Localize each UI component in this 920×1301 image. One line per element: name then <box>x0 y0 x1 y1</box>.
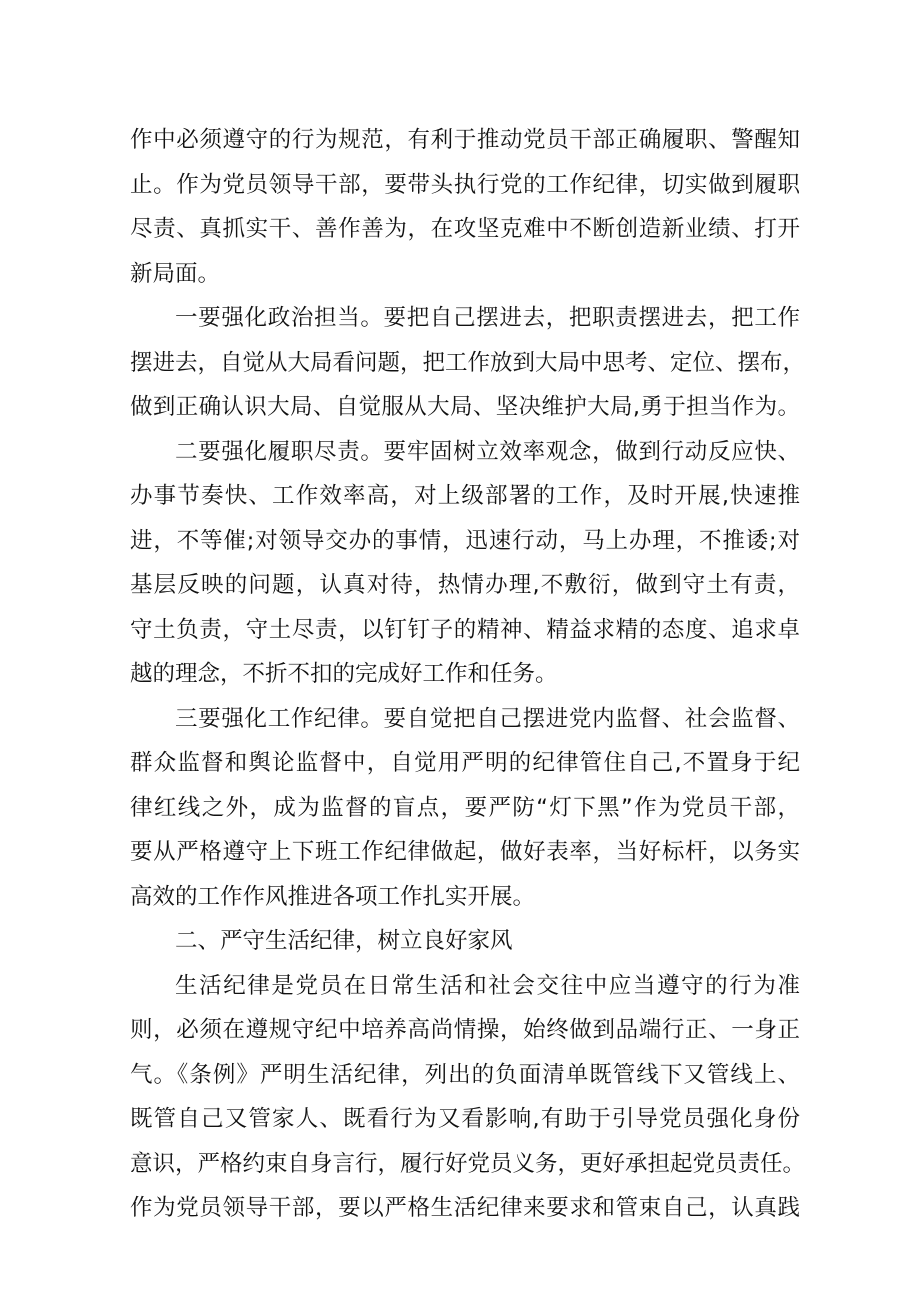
text-line: 越的理念，不折不扣的完成好工作和任务。 <box>130 661 558 687</box>
paragraph-p5 <box>130 919 800 964</box>
paragraph-p2 <box>130 296 806 430</box>
text-line: 作为党员领导干部，要以严格生活纪律来要求和管束自己，认真践 <box>130 1195 800 1221</box>
paragraph-p6 <box>130 964 806 1231</box>
paragraph-p1 <box>130 118 800 296</box>
text-line: 意识，严格约束自身言行，履行好党员义务，更好承担起党员责任。 <box>130 1150 806 1177</box>
document-body <box>130 118 806 1231</box>
text-line: 气。《条例》严明生活纪律，列出的负面清单既管线下又管线上、 <box>130 1061 800 1088</box>
text-line: 进，不等催;对领导交办的事情，迅速行动，马上办理，不推诿;对 <box>130 527 800 554</box>
text-line: 办事节奏快、工作效率高，对上级部署的工作，及时开展,快速推 <box>130 483 800 509</box>
text-line: 止。作为党员领导干部，要带头执行党的工作纪律，切实做到履职 <box>130 171 800 198</box>
text-line: 作中必须遵守的行为规范，有利于推动党员干部正确履职、警醒知 <box>130 127 800 153</box>
text-line: 则，必须在遵规守纪中培养高尚情操，始终做到品端行正、一身正 <box>130 1017 800 1043</box>
text-line: 要从严格遵守上下班工作纪律做起，做好表率，当好标杆，以务实 <box>130 839 800 865</box>
text-line: 群众监督和舆论监督中，自觉用严明的纪律管住自己,不置身于纪 <box>130 750 800 776</box>
paragraph-p3 <box>130 430 800 697</box>
text-line: 既管自己又管家人、既看行为又看影响,有助于引导党员强化身份 <box>130 1106 800 1132</box>
text-line: 二要强化履职尽责。要牢固树立效率观念，做到行动反应快、 <box>175 438 800 465</box>
paragraph-p4 <box>130 697 800 920</box>
text-line: 做到正确认识大局、自觉服从大局、坚决维护大局,勇于担当作为。 <box>130 394 800 420</box>
text-line: 一要强化政治担当。要把自己摆进去，把职责摆进去，把工作 <box>175 305 800 331</box>
text-line: 二、严守生活纪律，树立良好家风 <box>175 928 513 954</box>
text-line: 生活纪律是党员在日常生活和社会交往中应当遵守的行为准 <box>175 972 800 999</box>
text-line: 三要强化工作纪律。要自觉把自己摆进党内监督、社会监督、 <box>175 705 800 732</box>
text-line: 守土负责，守土尽责，以钉钉子的精神、精益求精的态度、追求卓 <box>130 616 800 643</box>
text-line: 尽责、真抓实干、善作善为，在攻坚克难中不断创造新业绩、打开 <box>130 216 800 242</box>
text-line: 基层反映的问题，认真对待，热情办理,不敷衍，做到守土有责， <box>130 572 800 598</box>
text-line: 律红线之外，成为监督的盲点，要严防“灯下黑”作为党员干部， <box>130 794 800 821</box>
text-line: 高效的工作作风推进各项工作扎实开展。 <box>130 883 536 910</box>
text-line: 摆进去，自觉从大局看问题，把工作放到大局中思考、定位、摆布， <box>130 349 806 376</box>
text-line: 新局面。 <box>130 260 221 287</box>
